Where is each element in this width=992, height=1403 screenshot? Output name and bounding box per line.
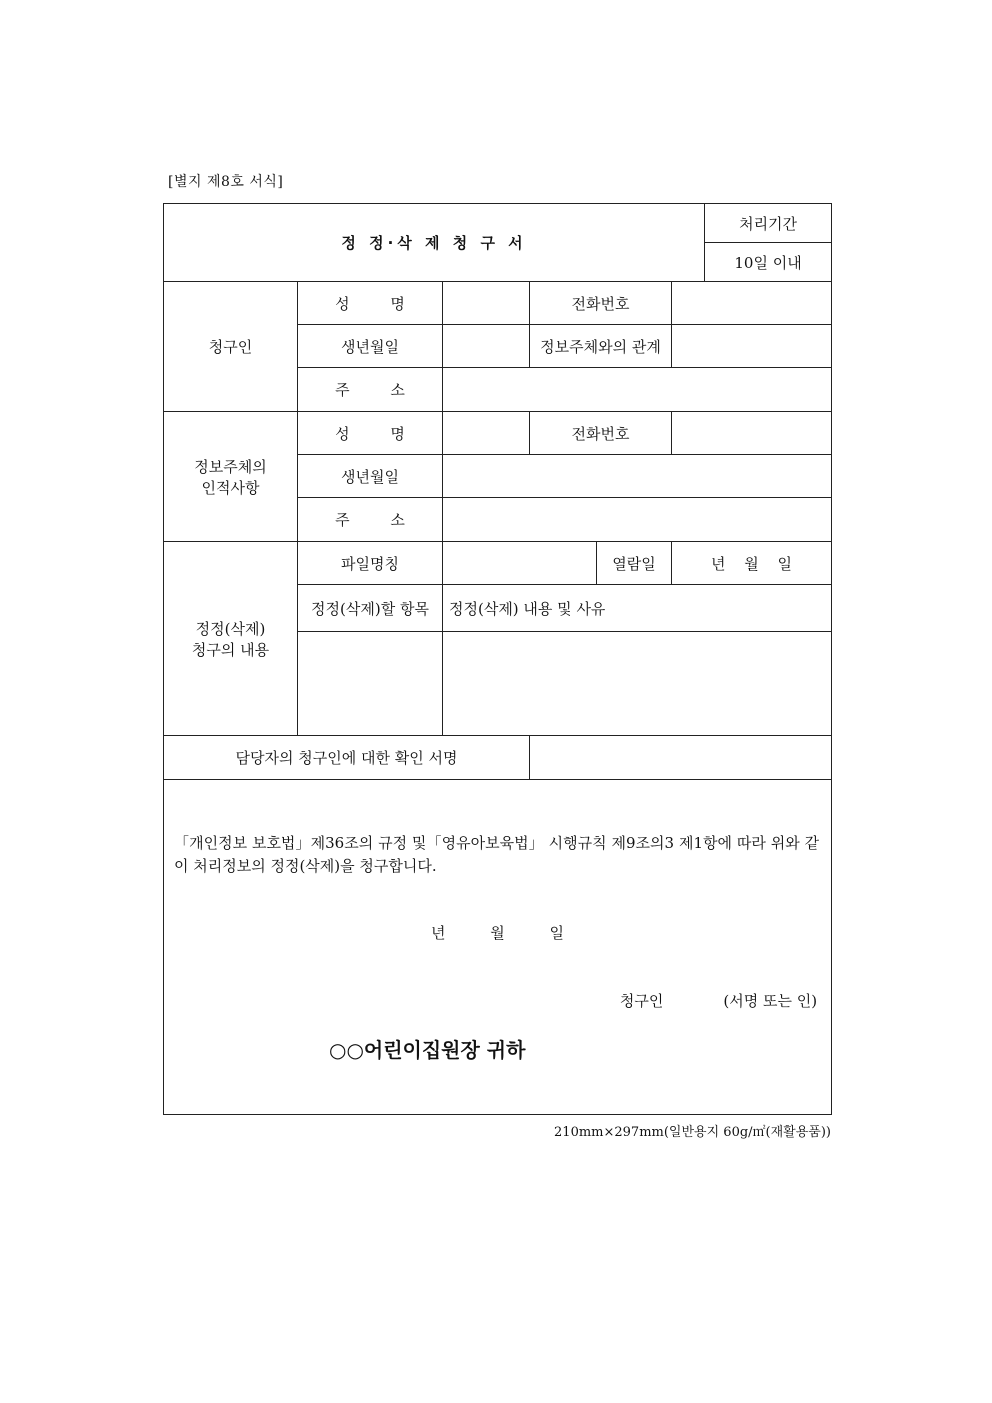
subject-section-label xyxy=(164,412,298,542)
subject-name-field[interactable] xyxy=(443,412,530,455)
applicant-label: 청구인 xyxy=(619,992,664,1010)
requester-address-field[interactable] xyxy=(443,368,832,412)
paper-spec: 210mm×297mm(일반용지 60g/㎡(재활용품)) xyxy=(554,1125,831,1140)
correction-item-label: 정정(삭제)할 항목 xyxy=(298,585,443,632)
requester-address-label: 주 소 xyxy=(298,368,443,412)
subject-birth-label: 생년월일 xyxy=(298,455,443,498)
requester-name-label: 성 명 xyxy=(298,282,443,325)
request-section-line2: 청구의 내용 xyxy=(191,640,270,659)
requester-phone-field[interactable] xyxy=(672,282,832,325)
statement-section xyxy=(164,780,832,1115)
subject-name-label: 성 명 xyxy=(298,412,443,455)
applicant-signature-line xyxy=(620,990,817,1011)
request-statement: 「개인정보 보호법」제36조의 규정 및「영유아보육법」 시행규칙 제9조의3 제1항에 따라 위와 같이 처리정보의 정정(삭제)을 청구합니다. xyxy=(174,834,820,875)
subject-section-line1: 정보주체의 xyxy=(194,457,267,476)
recipient: ○○어린이집원장 귀하 xyxy=(329,1038,526,1062)
staff-confirm-signature-field[interactable] xyxy=(530,736,832,780)
requester-name-field[interactable] xyxy=(443,282,530,325)
view-date-label: 열람일 xyxy=(597,542,672,585)
correction-content-label: 정정(삭제) 내용 및 사유 xyxy=(443,585,832,632)
subject-phone-field[interactable] xyxy=(672,412,832,455)
form-number-label: [별지 제8호 서식] xyxy=(168,174,284,190)
view-date-field[interactable]: 년 월 일 xyxy=(672,542,832,585)
signature-label[interactable]: (서명 또는 인) xyxy=(723,992,818,1010)
staff-confirm-label: 담당자의 청구인에 대한 확인 서명 xyxy=(164,736,530,780)
file-name-label: 파일명칭 xyxy=(298,542,443,585)
requester-birth-label: 생년월일 xyxy=(298,325,443,368)
subject-birth-field[interactable] xyxy=(443,455,832,498)
request-section-label xyxy=(164,542,298,736)
correction-item-field[interactable] xyxy=(298,632,443,736)
request-date[interactable]: 년 월 일 xyxy=(431,924,565,942)
form-title: 정 정·삭 제 청 구 서 xyxy=(164,204,705,282)
requester-phone-label: 전화번호 xyxy=(530,282,672,325)
subject-section-line2: 인적사항 xyxy=(201,478,260,497)
processing-period-value: 10일 이내 xyxy=(705,243,832,282)
subject-address-field[interactable] xyxy=(443,498,832,542)
requester-relation-label: 정보주체와의 관계 xyxy=(530,325,672,368)
processing-period-label: 처리기간 xyxy=(705,204,832,243)
requester-relation-field[interactable] xyxy=(672,325,832,368)
request-section-line1: 정정(삭제) xyxy=(195,619,266,638)
requester-birth-field[interactable] xyxy=(443,325,530,368)
correction-content-field[interactable] xyxy=(443,632,832,736)
subject-phone-label: 전화번호 xyxy=(530,412,672,455)
subject-address-label: 주 소 xyxy=(298,498,443,542)
correction-deletion-request-form xyxy=(163,203,832,1115)
requester-section-label: 청구인 xyxy=(164,282,298,412)
file-name-field[interactable] xyxy=(443,542,597,585)
